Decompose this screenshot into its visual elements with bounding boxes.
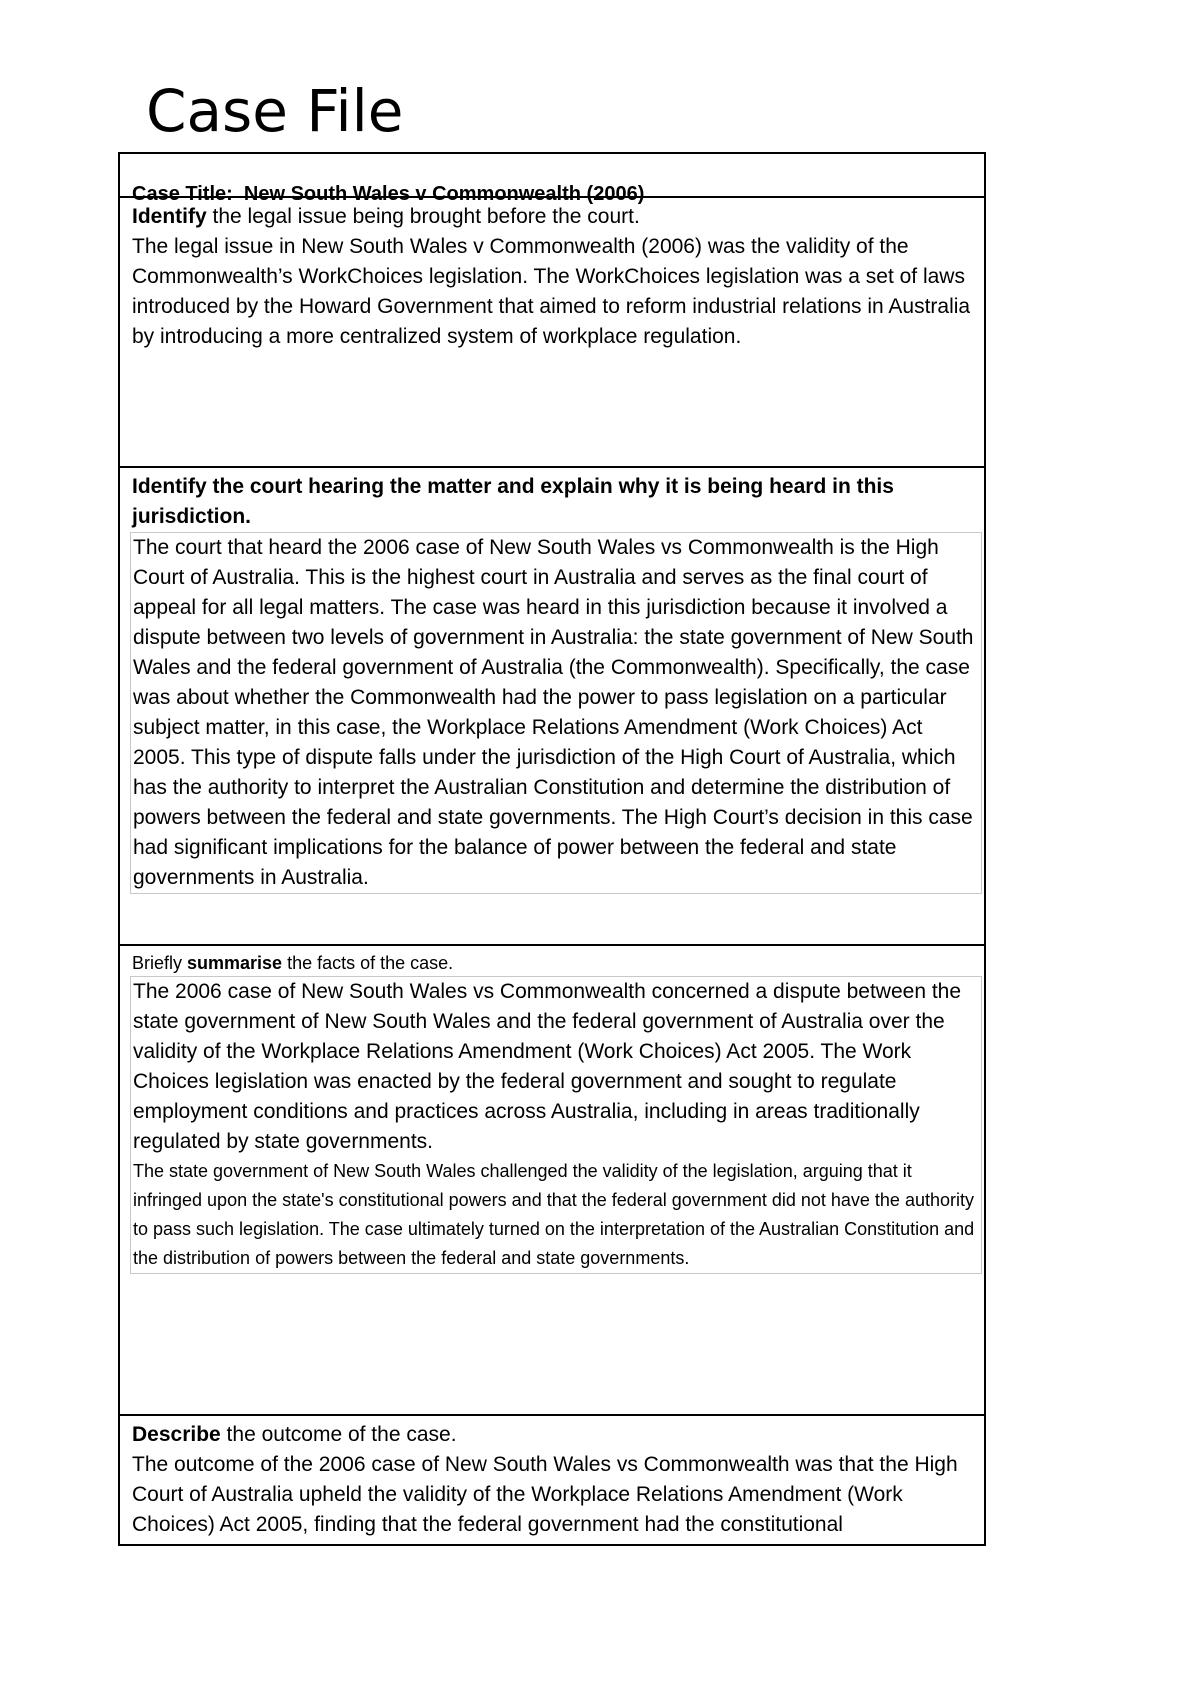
legal-issue-prompt-rest: the legal issue being brought before the court. <box>206 205 640 228</box>
case-facts-answer-para2: The state government of New South Wales challenged the validity of the legislation, arguing that it infringed upon the state's constitutional powers and that the federal government did not have the authority to pass such legislation. The case ultimately turned on the interpretation of the Australian Constitution and the distribution of powers between the federal and state governments. <box>133 1161 975 1268</box>
legal-issue-prompt-bold: Identify <box>132 205 207 228</box>
case-outcome-prompt <box>132 1420 972 1450</box>
case-facts-answer-para1: The 2006 case of New South Wales vs Commonwealth concerned a dispute between the state government of New South Wales and the federal government of Australia over the validity of the Workplace Relations Amendment (Work Choices) Act 2005. The Work Choices legislation was enacted by the federal government and sought to regulate employment conditions and practices across Australia, including in areas traditionally regulated by state governments. <box>133 980 962 1153</box>
case-outcome-prompt-rest: the outcome of the case. <box>220 1423 457 1446</box>
case-facts-answer-box[interactable] <box>130 976 982 1274</box>
case-facts-prompt-bold: summarise <box>187 953 283 973</box>
case-facts-prompt <box>132 950 972 976</box>
case-outcome-answer[interactable]: The outcome of the 2006 case of New South Wales vs Commonwealth was that the High Court of Australia upheld the validity of the Workplace Relations Amendment (Work Choices) Act 2005, finding that the federal government had the constitutional <box>132 1453 958 1536</box>
case-outcome-row <box>120 1416 984 1544</box>
case-facts-prompt-post: the facts of the case. <box>282 953 454 973</box>
case-outcome-prompt-bold: Describe <box>132 1423 221 1446</box>
case-title-label: Case Title: <box>132 183 233 205</box>
court-jurisdiction-answer-box[interactable] <box>130 532 982 894</box>
legal-issue-prompt <box>132 202 972 232</box>
court-jurisdiction-row <box>120 468 984 946</box>
case-facts-prompt-pre: Briefly <box>132 953 188 973</box>
court-jurisdiction-prompt: Identify the court hearing the matter and explain why it is being heard in this jurisdiction. <box>132 475 894 528</box>
case-facts-row <box>120 946 984 1416</box>
legal-issue-row <box>120 198 984 468</box>
case-file-table <box>118 152 986 1546</box>
document-heading: Case File <box>146 77 404 145</box>
case-title-row <box>120 154 984 205</box>
legal-issue-answer[interactable]: The legal issue in New South Wales v Commonwealth (2006) was the validity of the Commonwealth’s WorkChoices legislation. The WorkChoices legislation was a set of laws introduced by the Howard Government that aimed to reform industrial relations in Australia by introducing a more centralized system of workplace regulation. <box>132 235 971 348</box>
case-title-value: New South Wales v Commonwealth (2006) <box>243 183 645 205</box>
court-jurisdiction-answer: The court that heard the 2006 case of New South Wales vs Commonwealth is the High Court of Australia. This is the highest court in Australia and serves as the final court of appeal for all legal matters. The case was heard in this jurisdiction because it involved a dispute between two levels of government in Australia: the state government of New South Wales and the federal government of Australia (the Commonwealth). Specifically, the case was about whether the Commonwealth had the power to pass legislation on a particular subject matter, in this case, the Workplace Relations Amendment (Work Choices) Act 2005. This type of dispute falls under the jurisdiction of the High Court of Australia, which has the authority to interpret the Australian Constitution and determine the distribution of powers between the federal and state governments. The High Court’s decision in this case had significant implications for the balance of power between the federal and state governments in Australia. <box>133 536 974 889</box>
